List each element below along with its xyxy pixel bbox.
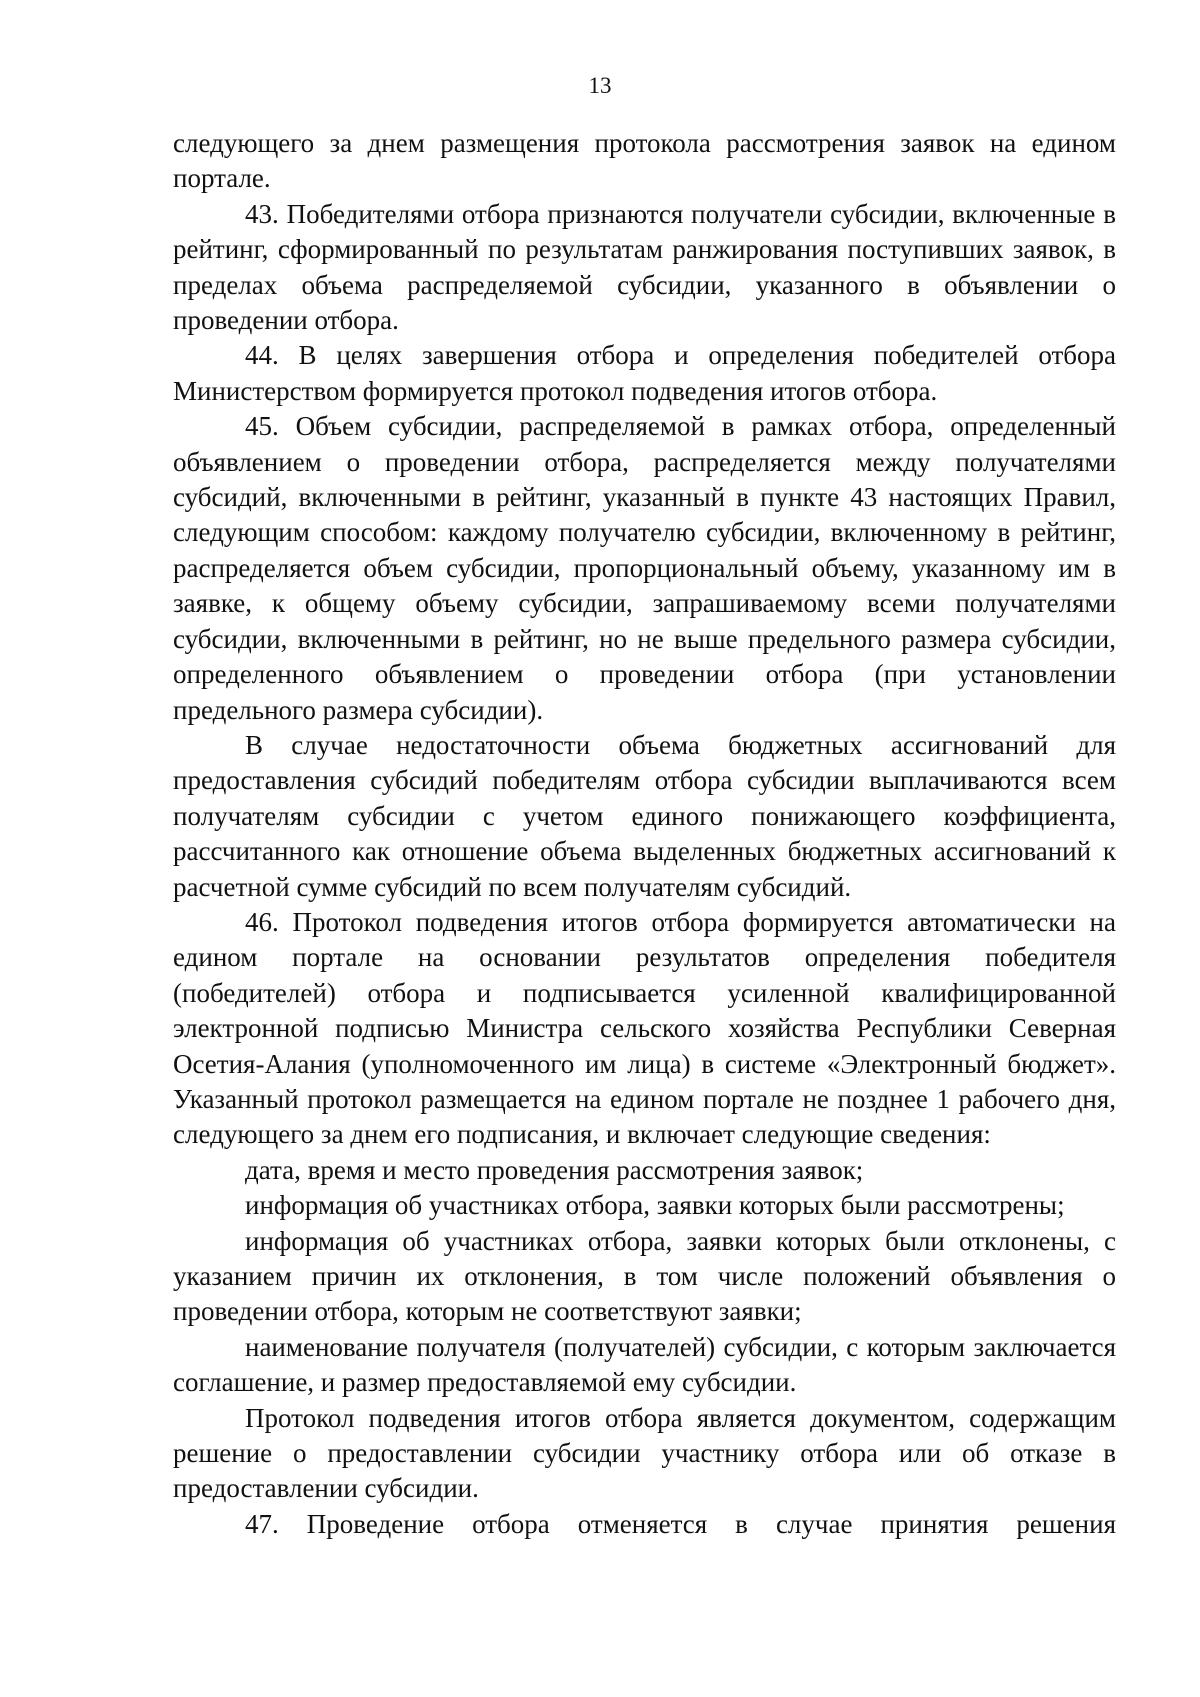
paragraph-45: 45. Объем субсидии, распределяемой в рамках отбора, определенный объявлением о проведении отбора, распределяется между получателями субсидий, включенными в рейтинг, указанный в пункте 43 настоящих Правил, следующим способом: каждому получателю субсидии, включенному в рейтинг, распределяется объем субсидии, пропорциональный объему, указанному им в заявке, к общему объему субсидии, запрашиваемому всеми получателями субсидии, включенными в рейтинг, но не выше предельного размера субсидии, определенного объявлением о проведении отбора (при установлении предельного размера субсидии). bbox=[173, 411, 1116, 725]
paragraph-46: 46. Протокол подведения итогов отбора формируется автоматически на едином портале на основании результатов определения победителя (победителей) отбора и подписывается усиленной квалифицированной электронной подписью Министра сельского хозяйства Республики Северная Осетия-Алания (уполномоченного им лица) в системе «Электронный бюджет». Указанный протокол размещается на едином портале не позднее 1 рабочего дня, следующего за днем его подписания, и включает следующие сведения: bbox=[173, 906, 1116, 1150]
paragraph-43: 43. Победителями отбора признаются получатели субсидии, включенные в рейтинг, сформированный по результатам ранжирования поступивших заявок, в пределах объема распределяемой субсидии, указанного в объявлении о проведении отбора. bbox=[173, 198, 1116, 336]
list-item-rejected-participants: информация об участниках отбора, заявки которых были отклонены, с указанием причин их отклонения, в том числе положений объявления о проведении отбора, которым не соответствуют заявки; bbox=[173, 1225, 1116, 1327]
list-item-date-time-place: дата, время и место проведения рассмотрения заявок; bbox=[245, 1154, 864, 1185]
list-item-reviewed-participants: информация об участниках отбора, заявки которых были рассмотрены; bbox=[245, 1190, 1065, 1221]
document-body bbox=[173, 126, 1116, 1542]
paragraph-44: 44. В целях завершения отбора и определения победителей отбора Министерством формируется протокол подведения итогов отбора. bbox=[173, 340, 1116, 406]
page-number: 13 bbox=[588, 73, 612, 98]
paragraph-continuation: следующего за днем размещения протокола рассмотрения заявок на едином портале. bbox=[173, 128, 1116, 194]
paragraph-47: 47. Проведение отбора отменяется в случае принятия решения bbox=[245, 1508, 1116, 1539]
paragraph-45-insufficient-funds: В случае недостаточности объема бюджетных ассигнований для предоставления субсидий победителям отбора субсидии выплачиваются всем получателям субсидии с учетом единого понижающего коэффициента, рассчитанного как отношение объема выделенных бюджетных ассигнований к расчетной сумме субсидий по всем получателям субсидий. bbox=[173, 729, 1116, 902]
paragraph-protocol-decision: Протокол подведения итогов отбора является документом, содержащим решение о предоставлении субсидии участнику отбора или об отказе в предоставлении субсидии. bbox=[173, 1402, 1116, 1504]
list-item-recipient-name: наименование получателя (получателей) субсидии, с которым заключается соглашение, и размер предоставляемой ему субсидии. bbox=[173, 1331, 1116, 1398]
